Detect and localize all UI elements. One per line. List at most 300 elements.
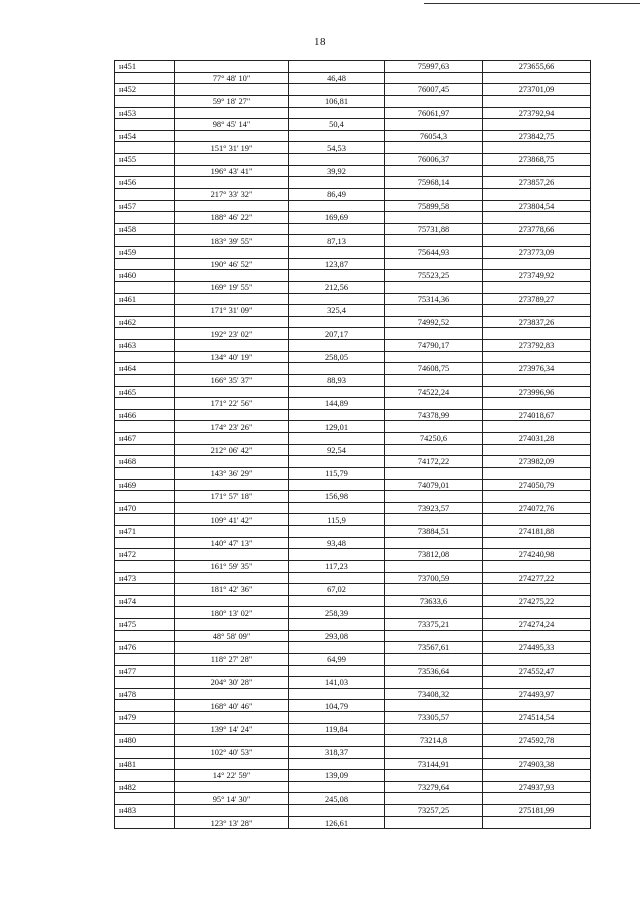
y-coordinate-cell: 274181,88 — [483, 526, 591, 538]
segment-blank-cell — [115, 72, 175, 84]
point-name-cell: н476 — [115, 642, 175, 654]
segment-blank-cell — [483, 491, 591, 503]
y-coordinate-cell: 273996,96 — [483, 386, 591, 398]
segment-blank-cell — [483, 444, 591, 456]
point-row — [115, 502, 591, 514]
segment-blank-cell — [483, 607, 591, 619]
distance-blank-cell — [289, 177, 385, 189]
point-row — [115, 340, 591, 352]
angle-blank-cell — [175, 688, 289, 700]
segment-row — [115, 584, 591, 596]
point-name-cell: н482 — [115, 781, 175, 793]
point-name-cell: н471 — [115, 526, 175, 538]
point-row — [115, 526, 591, 538]
segment-blank-cell — [385, 467, 483, 479]
segment-length-cell: 104,79 — [289, 700, 385, 712]
segment-blank-cell — [115, 188, 175, 200]
segment-blank-cell — [385, 584, 483, 596]
segment-blank-cell — [483, 305, 591, 317]
point-row — [115, 177, 591, 189]
segment-blank-cell — [483, 72, 591, 84]
point-row — [115, 758, 591, 770]
distance-blank-cell — [289, 781, 385, 793]
point-name-cell: н463 — [115, 340, 175, 352]
y-coordinate-cell: 273837,26 — [483, 316, 591, 328]
point-name-cell: н477 — [115, 665, 175, 677]
segment-length-cell: 318,37 — [289, 746, 385, 758]
segment-length-cell: 39,92 — [289, 165, 385, 177]
y-coordinate-cell: 275181,99 — [483, 805, 591, 817]
segment-length-cell: 92,54 — [289, 444, 385, 456]
segment-length-cell: 129,01 — [289, 421, 385, 433]
segment-blank-cell — [483, 793, 591, 805]
x-coordinate-cell: 73305,57 — [385, 712, 483, 724]
point-name-cell: н456 — [115, 177, 175, 189]
direction-angle-cell: 95° 14' 30" — [175, 793, 289, 805]
segment-blank-cell — [483, 374, 591, 386]
segment-row — [115, 537, 591, 549]
angle-blank-cell — [175, 456, 289, 468]
segment-row — [115, 258, 591, 270]
segment-length-cell: 258,39 — [289, 607, 385, 619]
point-name-cell: н481 — [115, 758, 175, 770]
segment-blank-cell — [483, 653, 591, 665]
point-row — [115, 154, 591, 166]
y-coordinate-cell: 274018,67 — [483, 409, 591, 421]
segment-length-cell: 212,56 — [289, 281, 385, 293]
angle-blank-cell — [175, 758, 289, 770]
segment-row — [115, 305, 591, 317]
y-coordinate-cell: 273773,09 — [483, 247, 591, 259]
segment-blank-cell — [483, 165, 591, 177]
distance-blank-cell — [289, 479, 385, 491]
angle-blank-cell — [175, 526, 289, 538]
segment-blank-cell — [385, 491, 483, 503]
y-coordinate-cell: 273804,54 — [483, 200, 591, 212]
segment-blank-cell — [385, 653, 483, 665]
segment-row — [115, 351, 591, 363]
segment-length-cell: 258,05 — [289, 351, 385, 363]
direction-angle-cell: 183° 39' 55" — [175, 235, 289, 247]
segment-blank-cell — [483, 584, 591, 596]
angle-blank-cell — [175, 572, 289, 584]
segment-blank-cell — [385, 212, 483, 224]
segment-length-cell: 115,79 — [289, 467, 385, 479]
segment-blank-cell — [483, 421, 591, 433]
distance-blank-cell — [289, 247, 385, 259]
segment-blank-cell — [115, 235, 175, 247]
segment-blank-cell — [115, 328, 175, 340]
segment-blank-cell — [483, 560, 591, 572]
segment-blank-cell — [385, 746, 483, 758]
segment-blank-cell — [115, 258, 175, 270]
angle-blank-cell — [175, 433, 289, 445]
segment-blank-cell — [115, 165, 175, 177]
distance-blank-cell — [289, 270, 385, 282]
point-row — [115, 549, 591, 561]
direction-angle-cell: 169° 19' 55" — [175, 281, 289, 293]
segment-blank-cell — [115, 398, 175, 410]
distance-blank-cell — [289, 433, 385, 445]
y-coordinate-cell: 273976,34 — [483, 363, 591, 375]
segment-blank-cell — [483, 258, 591, 270]
direction-angle-cell: 143° 36' 29" — [175, 467, 289, 479]
point-row — [115, 479, 591, 491]
segment-blank-cell — [115, 700, 175, 712]
y-coordinate-cell: 274937,93 — [483, 781, 591, 793]
segment-blank-cell — [483, 630, 591, 642]
angle-blank-cell — [175, 107, 289, 119]
direction-angle-cell: 118° 27' 28" — [175, 653, 289, 665]
segment-blank-cell — [115, 560, 175, 572]
point-row — [115, 805, 591, 817]
distance-blank-cell — [289, 154, 385, 166]
x-coordinate-cell: 74250,6 — [385, 433, 483, 445]
segment-length-cell: 139,09 — [289, 770, 385, 782]
x-coordinate-cell: 75731,88 — [385, 223, 483, 235]
point-row — [115, 386, 591, 398]
direction-angle-cell: 140° 47' 13" — [175, 537, 289, 549]
x-coordinate-cell: 76061,97 — [385, 107, 483, 119]
distance-blank-cell — [289, 223, 385, 235]
segment-blank-cell — [115, 630, 175, 642]
segment-row — [115, 72, 591, 84]
segment-length-cell: 156,98 — [289, 491, 385, 503]
angle-blank-cell — [175, 781, 289, 793]
segment-row — [115, 514, 591, 526]
segment-row — [115, 374, 591, 386]
angle-blank-cell — [175, 61, 289, 73]
segment-blank-cell — [483, 677, 591, 689]
y-coordinate-cell: 274903,38 — [483, 758, 591, 770]
segment-row — [115, 444, 591, 456]
segment-blank-cell — [115, 305, 175, 317]
point-name-cell: н473 — [115, 572, 175, 584]
distance-blank-cell — [289, 84, 385, 96]
point-row — [115, 712, 591, 724]
segment-blank-cell — [115, 119, 175, 131]
point-row — [115, 572, 591, 584]
point-name-cell: н478 — [115, 688, 175, 700]
y-coordinate-cell: 274592,78 — [483, 735, 591, 747]
segment-blank-cell — [385, 374, 483, 386]
segment-length-cell: 141,03 — [289, 677, 385, 689]
segment-blank-cell — [483, 351, 591, 363]
angle-blank-cell — [175, 502, 289, 514]
distance-blank-cell — [289, 316, 385, 328]
angle-blank-cell — [175, 177, 289, 189]
x-coordinate-cell: 73408,32 — [385, 688, 483, 700]
segment-blank-cell — [115, 723, 175, 735]
page-number: 18 — [314, 36, 326, 48]
x-coordinate-cell: 73536,64 — [385, 665, 483, 677]
segment-blank-cell — [115, 444, 175, 456]
segment-length-cell: 86,49 — [289, 188, 385, 200]
direction-angle-cell: 180° 13' 02" — [175, 607, 289, 619]
segment-blank-cell — [385, 560, 483, 572]
distance-blank-cell — [289, 107, 385, 119]
distance-blank-cell — [289, 758, 385, 770]
segment-blank-cell — [483, 514, 591, 526]
segment-row — [115, 212, 591, 224]
distance-blank-cell — [289, 386, 385, 398]
segment-row — [115, 607, 591, 619]
segment-blank-cell — [115, 793, 175, 805]
distance-blank-cell — [289, 456, 385, 468]
direction-angle-cell: 134° 40' 19" — [175, 351, 289, 363]
direction-angle-cell: 171° 22' 56" — [175, 398, 289, 410]
x-coordinate-cell: 73923,57 — [385, 502, 483, 514]
direction-angle-cell: 77° 48' 10" — [175, 72, 289, 84]
y-coordinate-cell: 274050,79 — [483, 479, 591, 491]
angle-blank-cell — [175, 712, 289, 724]
segment-blank-cell — [385, 700, 483, 712]
point-name-cell: н464 — [115, 363, 175, 375]
point-name-cell: н457 — [115, 200, 175, 212]
point-name-cell: н454 — [115, 130, 175, 142]
segment-blank-cell — [385, 328, 483, 340]
coordinates-table-body — [115, 61, 591, 829]
distance-blank-cell — [289, 549, 385, 561]
x-coordinate-cell: 74790,17 — [385, 340, 483, 352]
point-row — [115, 688, 591, 700]
direction-angle-cell: 190° 46' 52" — [175, 258, 289, 270]
segment-blank-cell — [385, 95, 483, 107]
direction-angle-cell: 102° 40' 53" — [175, 746, 289, 758]
point-row — [115, 200, 591, 212]
segment-blank-cell — [385, 258, 483, 270]
segment-blank-cell — [385, 281, 483, 293]
segment-blank-cell — [115, 653, 175, 665]
y-coordinate-cell: 273789,27 — [483, 293, 591, 305]
distance-blank-cell — [289, 665, 385, 677]
y-coordinate-cell: 273701,09 — [483, 84, 591, 96]
x-coordinate-cell: 75644,93 — [385, 247, 483, 259]
point-name-cell: н459 — [115, 247, 175, 259]
point-row — [115, 247, 591, 259]
point-name-cell: н466 — [115, 409, 175, 421]
segment-blank-cell — [385, 816, 483, 828]
segment-blank-cell — [385, 72, 483, 84]
segment-blank-cell — [115, 607, 175, 619]
segment-length-cell: 119,84 — [289, 723, 385, 735]
point-name-cell: н480 — [115, 735, 175, 747]
distance-blank-cell — [289, 130, 385, 142]
segment-row — [115, 398, 591, 410]
x-coordinate-cell: 76054,3 — [385, 130, 483, 142]
segment-row — [115, 467, 591, 479]
segment-blank-cell — [483, 537, 591, 549]
x-coordinate-cell: 75314,36 — [385, 293, 483, 305]
angle-blank-cell — [175, 549, 289, 561]
segment-blank-cell — [483, 281, 591, 293]
segment-blank-cell — [115, 816, 175, 828]
direction-angle-cell: 14° 22' 59" — [175, 770, 289, 782]
distance-blank-cell — [289, 526, 385, 538]
segment-length-cell: 325,4 — [289, 305, 385, 317]
segment-blank-cell — [385, 142, 483, 154]
coordinates-table — [114, 60, 591, 829]
point-name-cell: н467 — [115, 433, 175, 445]
angle-blank-cell — [175, 223, 289, 235]
segment-row — [115, 723, 591, 735]
y-coordinate-cell: 273982,09 — [483, 456, 591, 468]
y-coordinate-cell: 274493,97 — [483, 688, 591, 700]
direction-angle-cell: 139° 14' 24" — [175, 723, 289, 735]
segment-length-cell: 293,08 — [289, 630, 385, 642]
segment-blank-cell — [483, 119, 591, 131]
segment-row — [115, 95, 591, 107]
point-row — [115, 735, 591, 747]
point-name-cell: н479 — [115, 712, 175, 724]
point-name-cell: н472 — [115, 549, 175, 561]
segment-blank-cell — [385, 444, 483, 456]
direction-angle-cell: 123° 13' 28" — [175, 816, 289, 828]
x-coordinate-cell: 73279,64 — [385, 781, 483, 793]
point-row — [115, 781, 591, 793]
angle-blank-cell — [175, 293, 289, 305]
segment-blank-cell — [385, 630, 483, 642]
x-coordinate-cell: 73144,91 — [385, 758, 483, 770]
segment-blank-cell — [385, 793, 483, 805]
y-coordinate-cell: 273778,66 — [483, 223, 591, 235]
segment-blank-cell — [115, 142, 175, 154]
segment-blank-cell — [483, 398, 591, 410]
segment-length-cell: 117,23 — [289, 560, 385, 572]
segment-row — [115, 793, 591, 805]
segment-row — [115, 328, 591, 340]
segment-blank-cell — [385, 305, 483, 317]
point-name-cell: н470 — [115, 502, 175, 514]
segment-blank-cell — [115, 467, 175, 479]
point-name-cell: н455 — [115, 154, 175, 166]
segment-row — [115, 119, 591, 131]
point-name-cell: н468 — [115, 456, 175, 468]
point-row — [115, 223, 591, 235]
direction-angle-cell: 174° 23' 26" — [175, 421, 289, 433]
segment-blank-cell — [385, 398, 483, 410]
y-coordinate-cell: 274495,33 — [483, 642, 591, 654]
segment-length-cell: 123,87 — [289, 258, 385, 270]
segment-blank-cell — [483, 770, 591, 782]
angle-blank-cell — [175, 805, 289, 817]
segment-blank-cell — [483, 328, 591, 340]
segment-row — [115, 653, 591, 665]
segment-blank-cell — [385, 235, 483, 247]
direction-angle-cell: 196° 43' 41" — [175, 165, 289, 177]
distance-blank-cell — [289, 61, 385, 73]
segment-row — [115, 746, 591, 758]
distance-blank-cell — [289, 363, 385, 375]
segment-blank-cell — [483, 816, 591, 828]
distance-blank-cell — [289, 805, 385, 817]
distance-blank-cell — [289, 712, 385, 724]
y-coordinate-cell: 274072,76 — [483, 502, 591, 514]
segment-row — [115, 770, 591, 782]
segment-length-cell: 115,9 — [289, 514, 385, 526]
point-row — [115, 456, 591, 468]
segment-blank-cell — [385, 188, 483, 200]
point-row — [115, 130, 591, 142]
x-coordinate-cell: 76007,45 — [385, 84, 483, 96]
segment-blank-cell — [115, 537, 175, 549]
x-coordinate-cell: 74172,22 — [385, 456, 483, 468]
distance-blank-cell — [289, 619, 385, 631]
x-coordinate-cell: 73884,51 — [385, 526, 483, 538]
y-coordinate-cell: 273792,94 — [483, 107, 591, 119]
angle-blank-cell — [175, 154, 289, 166]
point-row — [115, 619, 591, 631]
direction-angle-cell: 181° 42' 36" — [175, 584, 289, 596]
segment-blank-cell — [115, 212, 175, 224]
x-coordinate-cell: 74608,75 — [385, 363, 483, 375]
segment-blank-cell — [385, 607, 483, 619]
segment-row — [115, 188, 591, 200]
direction-angle-cell: 168° 40' 46" — [175, 700, 289, 712]
point-name-cell: н474 — [115, 595, 175, 607]
segment-length-cell: 169,69 — [289, 212, 385, 224]
point-row — [115, 107, 591, 119]
x-coordinate-cell: 75968,14 — [385, 177, 483, 189]
point-name-cell: н460 — [115, 270, 175, 282]
top-rule — [424, 3, 640, 4]
angle-blank-cell — [175, 84, 289, 96]
point-row — [115, 409, 591, 421]
point-row — [115, 270, 591, 282]
segment-row — [115, 235, 591, 247]
x-coordinate-cell: 73812,08 — [385, 549, 483, 561]
segment-blank-cell — [385, 770, 483, 782]
direction-angle-cell: 98° 45' 14" — [175, 119, 289, 131]
segment-blank-cell — [483, 700, 591, 712]
segment-blank-cell — [385, 351, 483, 363]
segment-row — [115, 630, 591, 642]
distance-blank-cell — [289, 502, 385, 514]
segment-row — [115, 421, 591, 433]
x-coordinate-cell: 75899,58 — [385, 200, 483, 212]
angle-blank-cell — [175, 130, 289, 142]
x-coordinate-cell: 73214,8 — [385, 735, 483, 747]
direction-angle-cell: 204° 30' 28" — [175, 677, 289, 689]
point-row — [115, 433, 591, 445]
segment-length-cell: 207,17 — [289, 328, 385, 340]
point-name-cell: н469 — [115, 479, 175, 491]
segment-length-cell: 88,93 — [289, 374, 385, 386]
distance-blank-cell — [289, 642, 385, 654]
angle-blank-cell — [175, 665, 289, 677]
point-row — [115, 316, 591, 328]
segment-blank-cell — [385, 165, 483, 177]
y-coordinate-cell: 273868,75 — [483, 154, 591, 166]
segment-row — [115, 677, 591, 689]
angle-blank-cell — [175, 735, 289, 747]
point-row — [115, 595, 591, 607]
point-name-cell: н461 — [115, 293, 175, 305]
segment-length-cell: 245,08 — [289, 793, 385, 805]
direction-angle-cell: 217° 33' 32" — [175, 188, 289, 200]
angle-blank-cell — [175, 363, 289, 375]
direction-angle-cell: 109° 41' 42" — [175, 514, 289, 526]
segment-blank-cell — [483, 95, 591, 107]
distance-blank-cell — [289, 595, 385, 607]
segment-blank-cell — [385, 119, 483, 131]
angle-blank-cell — [175, 386, 289, 398]
y-coordinate-cell: 273749,92 — [483, 270, 591, 282]
segment-row — [115, 816, 591, 828]
segment-blank-cell — [483, 212, 591, 224]
segment-blank-cell — [115, 514, 175, 526]
x-coordinate-cell: 74992,52 — [385, 316, 483, 328]
